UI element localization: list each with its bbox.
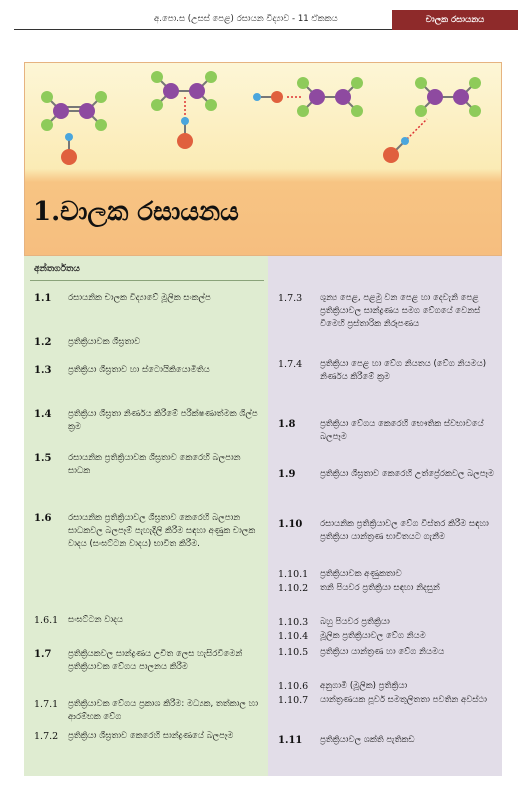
toc-entry-text: ප්‍රතික්‍රියා ශීඝ්‍රතාව කෙරෙහි සාන්ද්‍රණයේ බලපෑම (68, 731, 234, 741)
toc-entry-number: 1.7.1 (34, 699, 59, 710)
toc-entry-number: 1.5 (34, 453, 52, 464)
toc-right-column (268, 256, 502, 776)
toc-entry-number: 1.4 (34, 409, 52, 420)
toc-entry-number: 1.7.4 (278, 359, 303, 370)
toc-entry-number: 1.2 (34, 337, 52, 348)
toc-entry-number: 1.7.3 (278, 293, 303, 304)
toc-entry-number: 1.10.1 (278, 569, 309, 580)
toc-entry-number: 1.10.7 (278, 695, 309, 706)
toc-entry-text: ප්‍රතික්‍රියාවල ශක්ති පැතිකඩ (320, 735, 415, 745)
toc-entry-text: සංඝට්ටන වාදය (68, 615, 124, 625)
chapter-title-text: චාලක රසායනය (60, 197, 239, 227)
toc-entry-text: බහු පියවර ප්‍රතික්‍රියා (320, 617, 390, 627)
toc-entry-text: ප්‍රතික්‍රියා පෙළ හා වේග නියතය (වේග නියමය) නිර්ණය කිරීමේ ක්‍රම (320, 359, 487, 382)
toc-entry-text: මූලික ප්‍රතික්‍රියාවල වේග නියම (320, 631, 426, 641)
toc-entry-number: 1.10.2 (278, 583, 309, 594)
toc-entry-text: ප්‍රතික්‍රියාවක අණුකතාව (320, 569, 402, 579)
running-header (14, 0, 518, 30)
chapter-banner (24, 62, 502, 256)
toc-entry-number: 1.7.2 (34, 731, 59, 742)
toc-entry-text: රසායනික ප්‍රතික්‍රියාවක ශීඝ්‍රතාව කෙරෙහි බලපාන සාධක (68, 453, 241, 476)
toc-entry-text: තනි පියවර ප්‍රතික්‍රියා සඳහා නිදසුන් (320, 583, 440, 593)
molecule-4 (383, 77, 481, 163)
toc-entry-number: 1.10.6 (278, 681, 309, 692)
toc-entry-text: ප්‍රතික්‍රියාවක ශීඝ්‍රතාව (68, 337, 141, 347)
molecule-1 (41, 91, 107, 165)
table-of-contents (24, 256, 502, 776)
toc-entry-text: ප්‍රතික්‍රියා ශීඝ්‍රතාව හා ස්ටොයිකියොමිතිය (68, 365, 210, 375)
toc-entry-text: ප්‍රතික්‍රියා ශීඝ්‍රතාව කෙරෙහි උත්ප්‍රේරකවල බලපෑම (320, 469, 494, 479)
toc-entry-number: 1.8 (278, 419, 296, 430)
toc-entry-number: 1.6 (34, 513, 52, 524)
running-title: අ.පො.ස (උසස් පෙළ) රසායන විද්‍යාව - 11 ඒකකය (154, 14, 338, 24)
toc-entry-number: 1.10.3 (278, 617, 309, 628)
toc-left-column (24, 256, 268, 776)
toc-entry-number: 1.3 (34, 365, 52, 376)
toc-entry-text: ප්‍රතික්‍රියාවක වේගය ප්‍රකාශ කිරීම: මධ්‍යක, තත්කාල හා ආරම්භක වේග (68, 699, 259, 722)
toc-entry-number: 1.10.4 (278, 631, 309, 642)
toc-entry-text: අනුගාමී (මූලික) ප්‍රතික්‍රියා (320, 681, 408, 691)
chapter-number: 1. (33, 197, 61, 227)
toc-entry-text: ප්‍රතික්‍රියා ශීඝ්‍රතා නිර්ණය කිරීමේ පරීක්ෂණාත්මක ශිල්ප ක්‍රම (68, 409, 258, 432)
toc-entry-text: රසායනික ප්‍රතික්‍රියාවල ශීඝ්‍රතාව කෙරෙහි බලපාන සාධකවල බලපෑම් පැහැදිලි කිරීම සඳහා අණුක චාලක වාදය (සංඝට්ටන වාදය) භාවිත කිරීම. (68, 513, 256, 549)
toc-entry-number: 1.6.1 (34, 615, 59, 626)
toc-entry-number: 1.7 (34, 649, 52, 660)
toc-entry-text: ශුන්‍ය පෙළ, පළමු වන පෙළ හා දෙවැනි පෙළ ප්‍රතික්‍රියාවල සාන්ද්‍රණය සමග වේගයේ වෙනස් වීමෙහි ප්‍රස්තාරික නිරූපණය (320, 293, 481, 329)
toc-entry-text: රසායනික චාලක විද්‍යාවේ මූලික සංකල්ප (68, 293, 211, 303)
toc-label-divider (30, 280, 264, 281)
toc-entry-text: ප්‍රතික්‍රියකවල සාන්ද්‍රණය උචිත ලෙස හැසිරවීමෙන් ප්‍රතික්‍රියාවක වේගය පාලනය කිරීම (68, 649, 243, 672)
toc-entry-text: යාන්ත්‍රණයක පූර්ව සමතුලිතතා පවතින අවස්ථා (320, 695, 487, 705)
molecule-3 (253, 77, 363, 117)
toc-entry-number: 1.10 (278, 519, 303, 530)
molecule-2 (151, 71, 217, 149)
chapter-title (33, 197, 239, 228)
toc-label: අන්තර්ගතය (34, 264, 80, 274)
toc-entry-number: 1.11 (278, 735, 303, 746)
toc-entry-text: ප්‍රතික්‍රියා වේගය කෙරෙහි භෞතික ස්වභාවයේ බලපෑම (320, 419, 484, 442)
toc-entry-number: 1.1 (34, 293, 52, 304)
toc-entry-text: රසායනික ප්‍රතික්‍රියාවල වේග විස්තර කිරීම සඳහා ප්‍රතික්‍රියා යාන්ත්‍රණ භාවිතයට ගැනීම (320, 519, 489, 542)
toc-entry-number: 1.10.5 (278, 647, 309, 658)
toc-entry-number: 1.9 (278, 469, 296, 480)
toc-entry-text: ප්‍රතික්‍රියා යාන්ත්‍රණ හා වේග නියමය (320, 647, 445, 657)
chapter-tab: චාලක රසායනය (392, 10, 518, 30)
